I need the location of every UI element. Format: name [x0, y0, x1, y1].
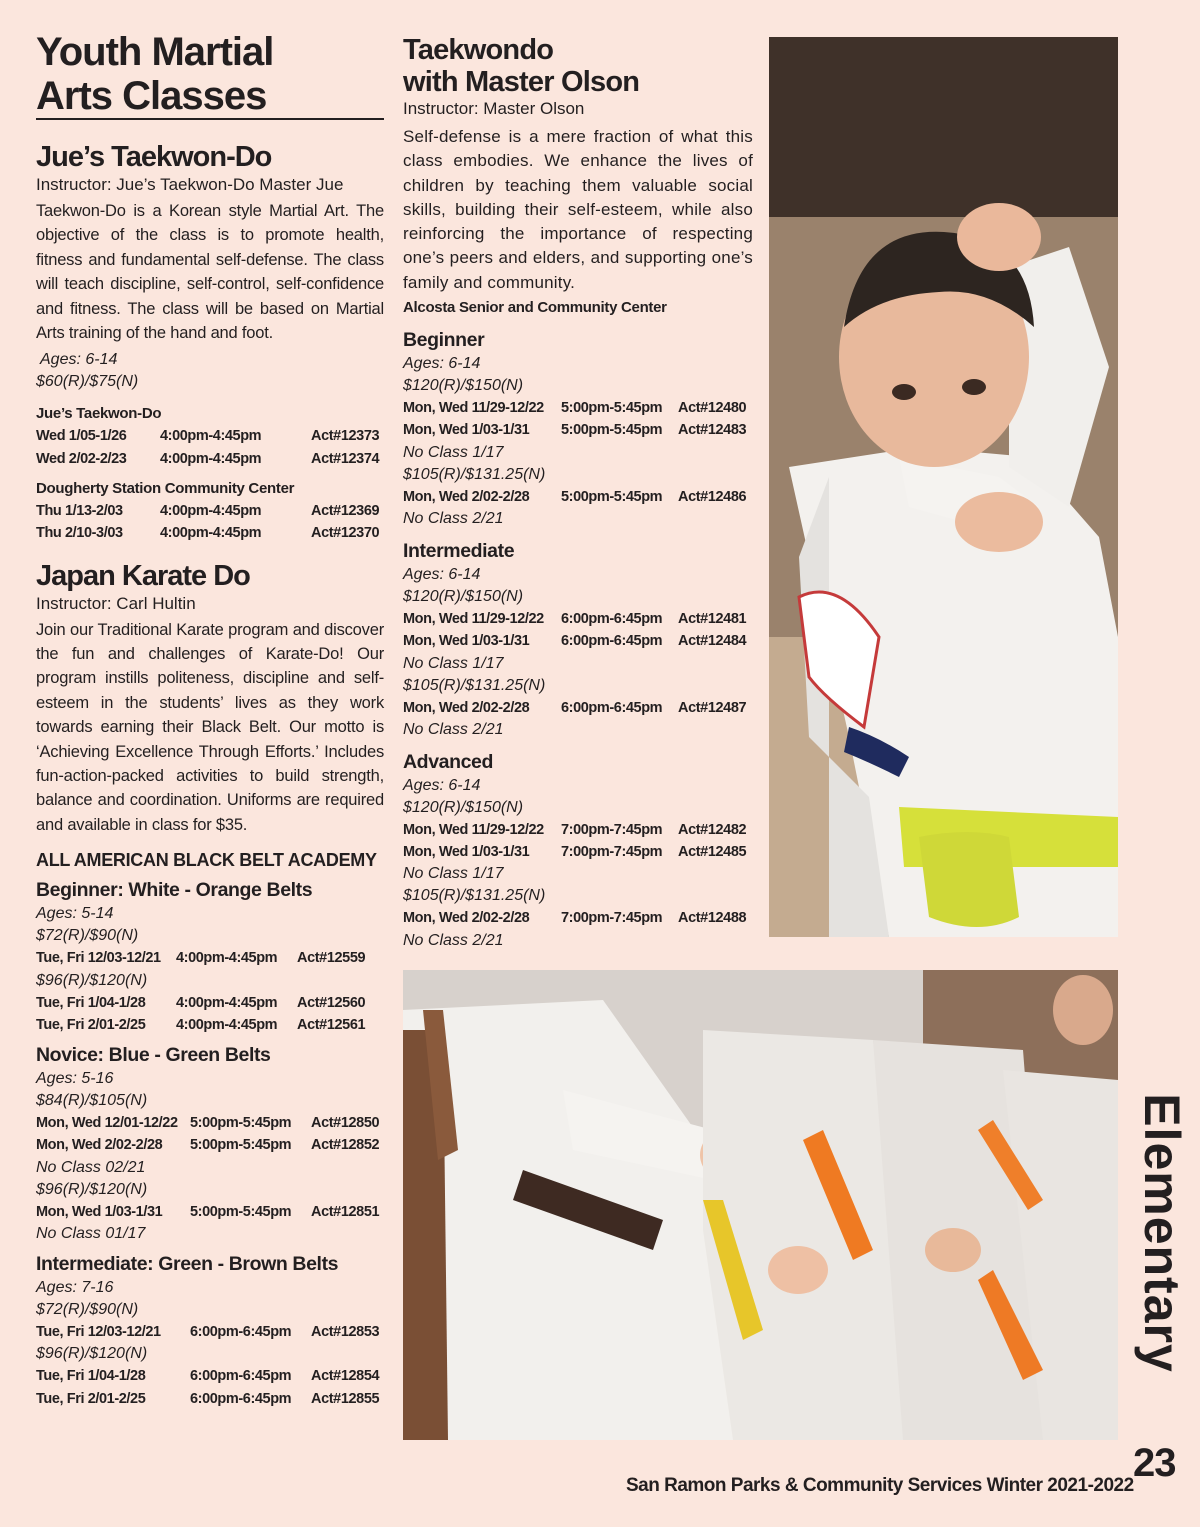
- level-heading-intermediate-karate: Intermediate: Green - Brown Belts: [36, 1253, 339, 1276]
- section-heading-jues: Jue’s Taekwon-Do: [36, 141, 272, 173]
- schedule-row: Thu 1/13-2/03 4:00pm-4:45pm Act#12369: [36, 503, 380, 520]
- photo-boy-taekwondo: [769, 37, 1118, 937]
- section-heading-olson: Taekwondo with Master Olson: [403, 34, 640, 98]
- price: $120(R)/$150(N): [403, 377, 524, 395]
- schedule-row: Tue, Fri 2/01-2/25 6:00pm-6:45pm Act#12855: [36, 1390, 380, 1407]
- level-heading-advanced-tkd: Advanced: [403, 750, 493, 773]
- schedule-row: Mon, Wed 1/03-1/31 5:00pm-5:45pm Act#12851: [36, 1203, 380, 1220]
- ages: Ages: 6-14: [403, 565, 481, 583]
- description-olson: Self-defense is a mere fraction of what this class embodies. We enhance the lives of children by teaching them valuable social skills, building their self-esteem, while also reinforcing the importance of respecting one’s peers and elders, and supporting one’s family and community.: [403, 127, 753, 292]
- level-heading-novice: Novice: Blue - Green Belts: [36, 1044, 271, 1067]
- price: $96(R)/$120(N): [36, 1180, 148, 1198]
- schedule-row: Tue, Fri 12/03-12/21 4:00pm-4:45pm Act#12559: [36, 950, 366, 967]
- no-class-note: No Class 1/17: [403, 443, 504, 461]
- description-jues: Taekwon-Do is a Korean style Martial Art. The objective of the class is to promote health, fitness and fundamental self-defense. The class will teach discipline, self-control, self-confidence and fitness. The class will be based on Martial Arts training of the hand and foot.: [36, 202, 384, 343]
- photo-karate-class: [403, 970, 1118, 1440]
- no-class-note: No Class 1/17: [403, 865, 504, 883]
- location-dougherty: Dougherty Station Community Center: [36, 480, 295, 498]
- level-heading-beginner: Beginner: White - Orange Belts: [36, 879, 313, 902]
- no-class-note: No Class 2/21: [403, 931, 504, 949]
- instructor-olson: Instructor: Master Olson: [403, 99, 585, 118]
- schedule-row: Tue, Fri 2/01-2/25 4:00pm-4:45pm Act#12561: [36, 1016, 366, 1033]
- schedule-row: Wed 2/02-2/23 4:00pm-4:45pm Act#12374: [36, 450, 380, 467]
- schedule-row: Tue, Fri 1/04-1/28 6:00pm-6:45pm Act#12854: [36, 1368, 380, 1385]
- price: $105(R)/$131.25(N): [403, 676, 546, 694]
- price: $96(R)/$120(N): [36, 1345, 148, 1363]
- no-class-note: No Class 01/17: [36, 1225, 146, 1243]
- level-heading-intermediate-tkd: Intermediate: [403, 539, 515, 562]
- description-karate: Join our Traditional Karate program and discover the fun and challenges of Karate-Do! Our program instills politeness, discipline and self-esteem in the students’ lives as they work towards earning their Black Belt. Our motto is ‘Achieving Excellence Through Efforts.’ Includes fun-action-packed activities to build strength, balance and coordination. Uniforms are required and available in class for $35.: [36, 620, 384, 834]
- middle-column: [403, 34, 753, 952]
- location-jues: Jue’s Taekwon-Do: [36, 405, 162, 423]
- schedule-row: Mon, Wed 1/03-1/31 7:00pm-7:45pm Act#12485: [403, 844, 747, 861]
- no-class-note: No Class 2/21: [403, 509, 504, 527]
- no-class-note: No Class 1/17: [403, 654, 504, 672]
- section-heading-karate: Japan Karate Do: [36, 559, 250, 592]
- price-jues: $60(R)/$75(N): [36, 373, 139, 391]
- schedule-row: Thu 2/10-3/03 4:00pm-4:45pm Act#12370: [36, 525, 380, 542]
- instructor-jues: Instructor: Jue’s Taekwon-Do Master Jue: [36, 175, 344, 194]
- no-class-note: No Class 02/21: [36, 1158, 146, 1176]
- schedule-row: Mon, Wed 1/03-1/31 6:00pm-6:45pm Act#12484: [403, 633, 747, 650]
- price: $72(R)/$90(N): [36, 927, 139, 945]
- schedule-row: Tue, Fri 12/03-12/21 6:00pm-6:45pm Act#12853: [36, 1324, 380, 1341]
- page-number: 23: [1133, 1441, 1176, 1485]
- instructor-karate: Instructor: Carl Hultin: [36, 593, 196, 613]
- photo-boy-illustration: [769, 37, 1118, 937]
- level-heading-beginner-tkd: Beginner: [403, 329, 485, 352]
- ages: Ages: 7-16: [36, 1279, 114, 1297]
- schedule-row: Mon, Wed 11/29-12/22 7:00pm-7:45pm Act#12482: [403, 821, 747, 838]
- ages-jues: Ages: 6-14: [40, 351, 118, 369]
- page-title: Youth Martial Arts Classes: [36, 30, 384, 120]
- price: $96(R)/$120(N): [36, 971, 148, 989]
- schedule-row: Tue, Fri 1/04-1/28 4:00pm-4:45pm Act#12560: [36, 994, 366, 1011]
- price: $120(R)/$150(N): [403, 587, 524, 605]
- price: $105(R)/$131.25(N): [403, 887, 546, 905]
- price: $84(R)/$105(N): [36, 1092, 148, 1110]
- price: $120(R)/$150(N): [403, 798, 524, 816]
- price: $105(R)/$131.25(N): [403, 465, 546, 483]
- schedule-row: Mon, Wed 1/03-1/31 5:00pm-5:45pm Act#12483: [403, 422, 747, 439]
- photo-karate-illustration: [403, 970, 1118, 1440]
- academy-name: ALL AMERICAN BLACK BELT ACADEMY: [36, 850, 377, 871]
- footer-text: San Ramon Parks & Community Services Winter 2021-2022: [626, 1475, 1134, 1496]
- ages: Ages: 6-14: [403, 355, 481, 373]
- schedule-row: Mon, Wed 12/01-12/22 5:00pm-5:45pm Act#12850: [36, 1115, 380, 1132]
- ages: Ages: 6-14: [403, 776, 481, 794]
- schedule-row: Mon, Wed 11/29-12/22 6:00pm-6:45pm Act#12481: [403, 610, 747, 627]
- location-alcosta: Alcosta Senior and Community Center: [403, 299, 667, 317]
- no-class-note: No Class 2/21: [403, 720, 504, 738]
- price: $72(R)/$90(N): [36, 1301, 139, 1319]
- schedule-row: Mon, Wed 2/02-2/28 6:00pm-6:45pm Act#12487: [403, 699, 747, 716]
- schedule-row: Mon, Wed 2/02-2/28 5:00pm-5:45pm Act#12486: [403, 488, 747, 505]
- ages: Ages: 5-14: [36, 905, 114, 923]
- schedule-row: Mon, Wed 2/02-2/28 5:00pm-5:45pm Act#12852: [36, 1137, 380, 1154]
- ages: Ages: 5-16: [36, 1070, 114, 1088]
- schedule-row: Mon, Wed 2/02-2/28 7:00pm-7:45pm Act#12488: [403, 910, 747, 927]
- left-column: [36, 30, 384, 1410]
- schedule-row: Wed 1/05-1/26 4:00pm-4:45pm Act#12373: [36, 428, 380, 445]
- schedule-row: Mon, Wed 11/29-12/22 5:00pm-5:45pm Act#12480: [403, 400, 747, 417]
- section-side-label: Elementary: [1134, 1093, 1190, 1373]
